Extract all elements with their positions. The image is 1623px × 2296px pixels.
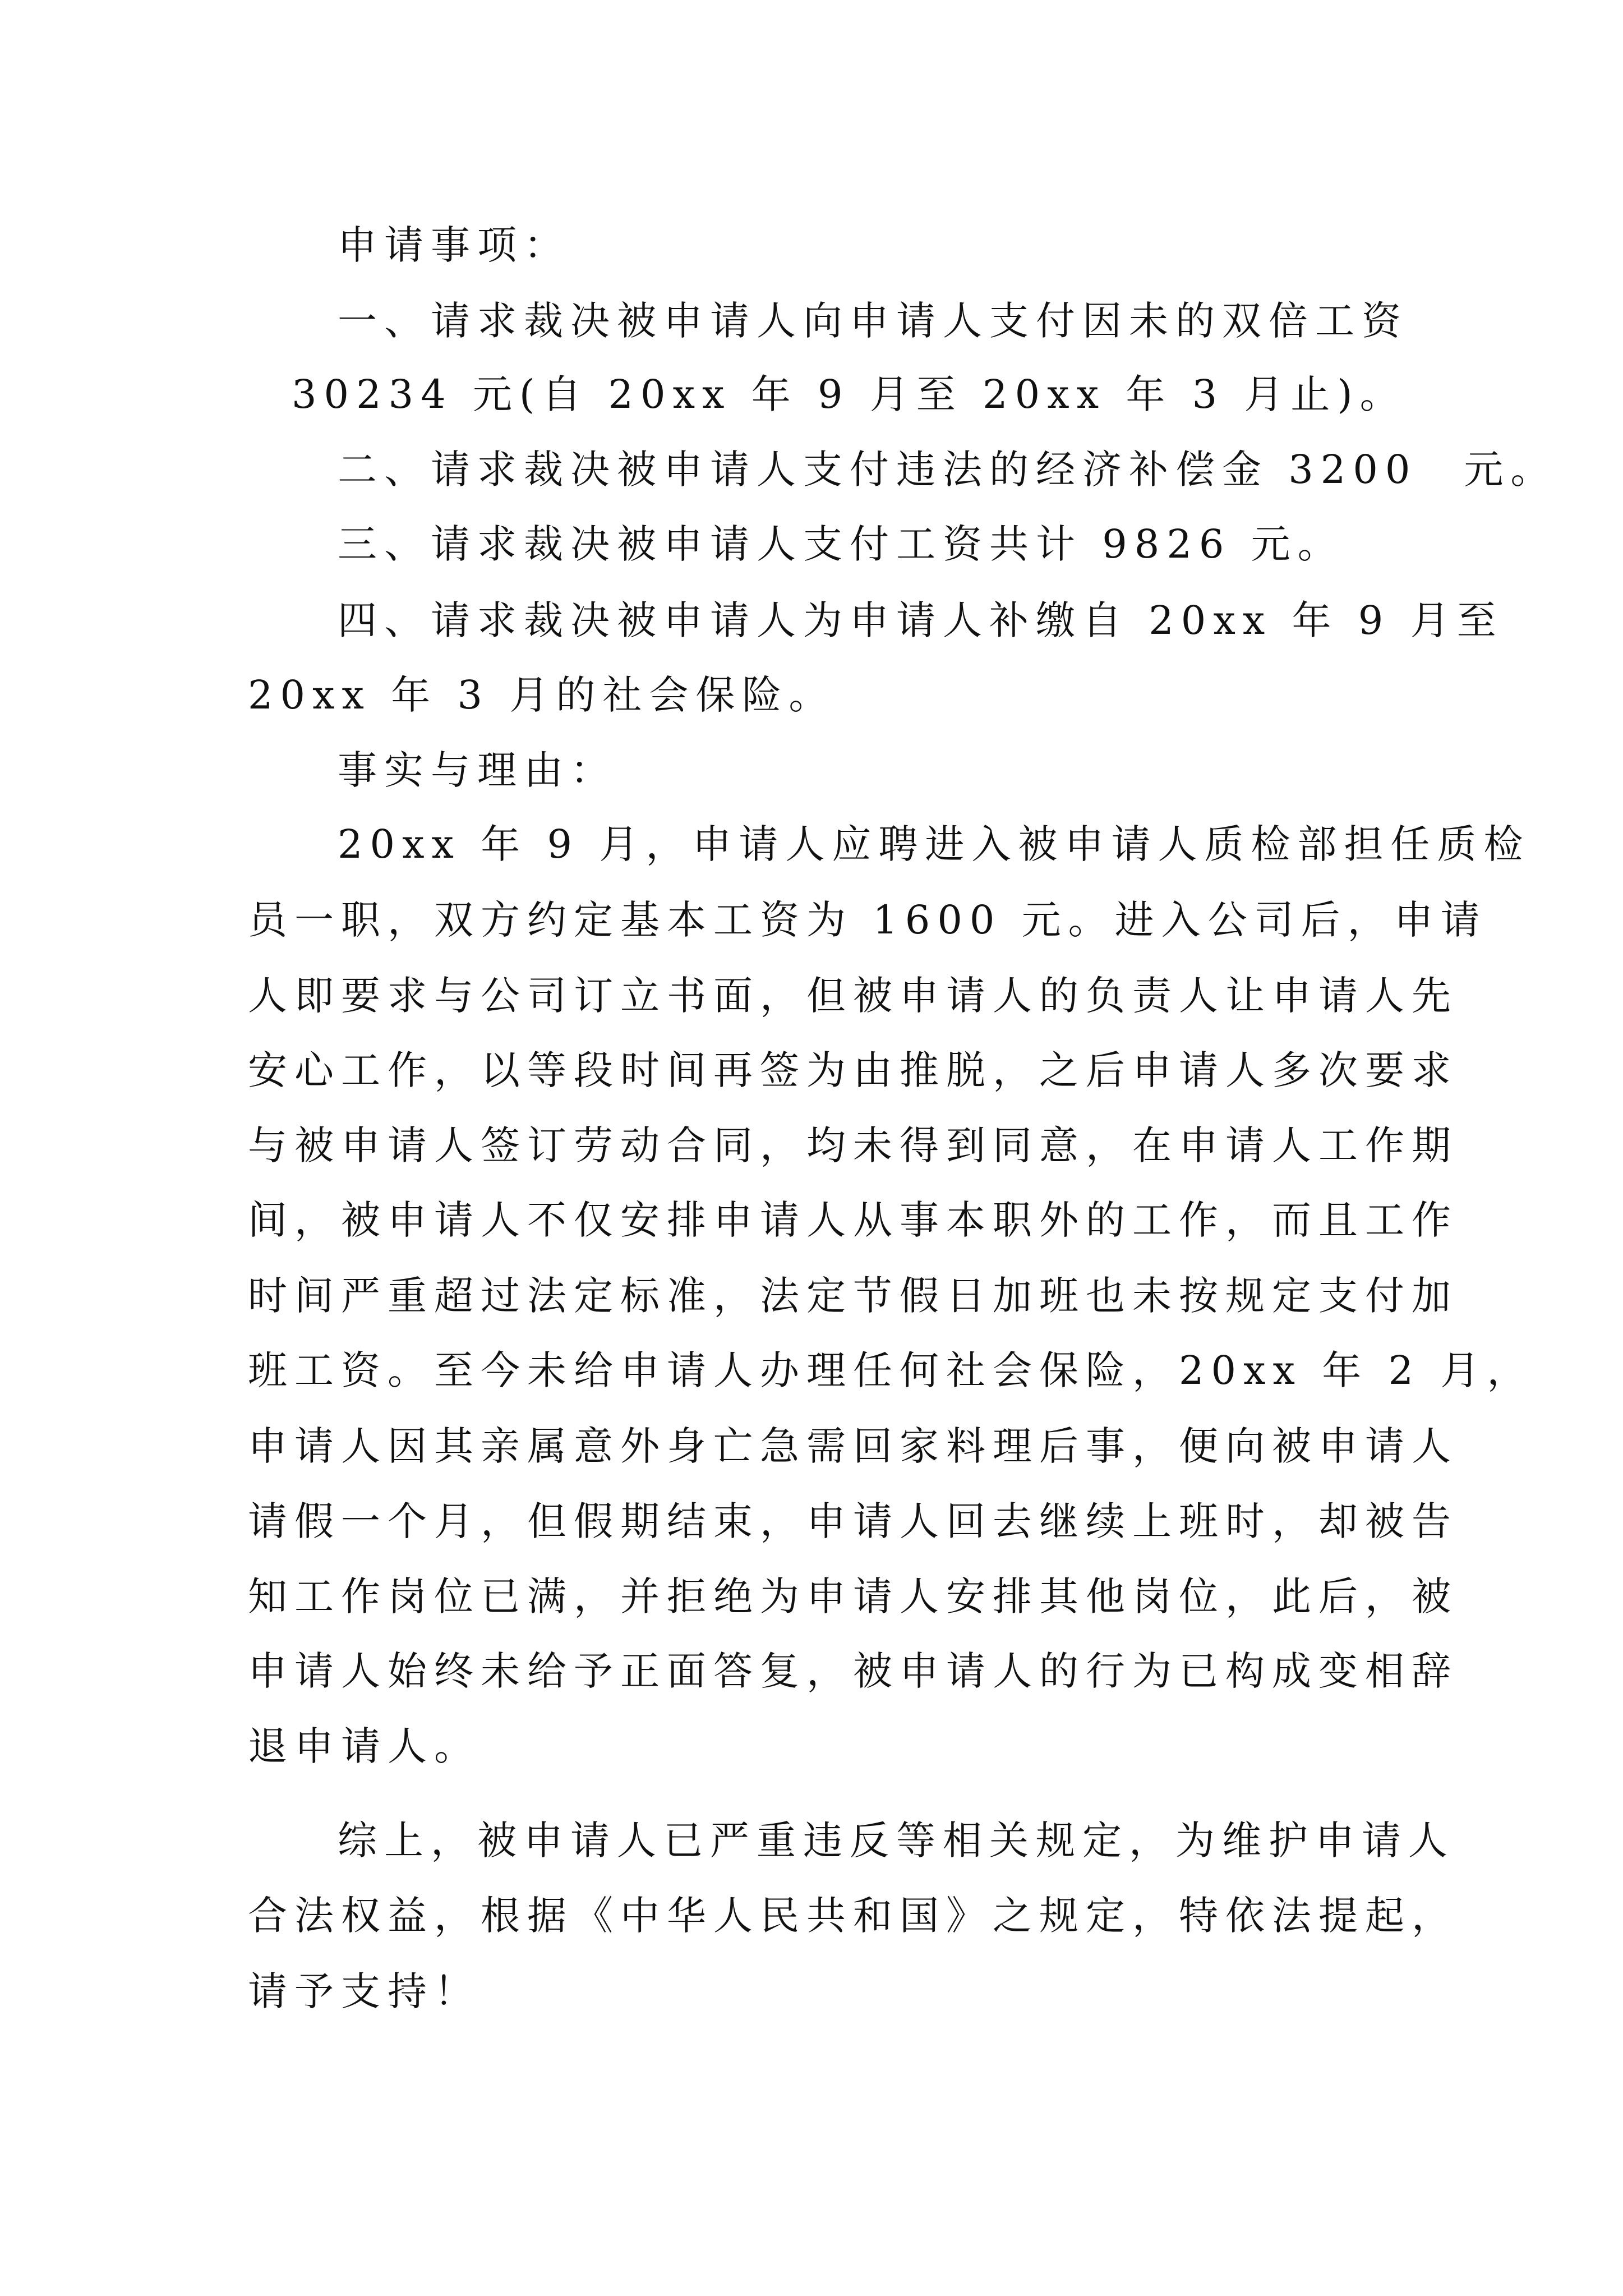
claim-2: 二、请求裁决被申请人支付违法的经济补偿金 3200 元。 xyxy=(338,447,1557,493)
facts-line: 申请人始终未给予正面答复，被申请人的行为已构成变相辞 xyxy=(248,1648,1458,1694)
conclusion-line: 综上，被申请人已严重违反等相关规定，为维护申请人 xyxy=(338,1818,1455,1864)
facts-line: 申请人因其亲属意外身亡急需回家料理后事，便向被申请人 xyxy=(248,1423,1458,1469)
facts-line: 请假一个月，但假期结束，申请人回去继续上班时，却被告 xyxy=(248,1498,1458,1544)
facts-line: 退申请人。 xyxy=(248,1723,481,1769)
facts-line: 班工资。至今未给申请人办理任何社会保险，20xx 年 2 月， xyxy=(248,1347,1534,1393)
facts-line: 与被申请人签订劳动合同，均未得到同意，在申请人工作期 xyxy=(248,1122,1458,1168)
facts-line: 知工作岗位已满，并拒绝为申请人安排其他岗位，此后，被 xyxy=(248,1573,1458,1619)
claim-4-line-2: 20xx 年 3 月的社会保险。 xyxy=(248,672,836,718)
claim-4-line-1: 四、请求裁决被申请人为申请人补缴自 20xx 年 9 月至 xyxy=(338,597,1504,643)
claim-1-line-2: 30234 元(自 20xx 年 9 月至 20xx 年 3 月止)。 xyxy=(292,371,1407,417)
facts-line: 间，被申请人不仅安排申请人从事本职外的工作，而且工作 xyxy=(248,1197,1458,1243)
facts-line: 20xx 年 9 月，申请人应聘进入被申请人质检部担任质检 xyxy=(338,821,1530,867)
claim-1-line-1: 一、请求裁决被申请人向申请人支付因未的双倍工资 xyxy=(338,298,1408,344)
facts-line: 安心工作，以等段时间再签为由推脱，之后申请人多次要求 xyxy=(248,1047,1458,1093)
facts-line: 人即要求与公司订立书面，但被申请人的负责人让申请人先 xyxy=(248,973,1458,1019)
claim-3: 三、请求裁决被申请人支付工资共计 9826 元。 xyxy=(338,521,1344,567)
section-heading-claims: 申请事项： xyxy=(338,222,570,268)
facts-line: 员一职，双方约定基本工资为 1600 元。进入公司后，申请 xyxy=(248,897,1487,943)
conclusion-line: 合法权益，根据《中华人民共和国》之规定，特依法提起， xyxy=(248,1893,1458,1939)
section-heading-facts: 事实与理由： xyxy=(338,747,617,793)
facts-line: 时间严重超过法定标准，法定节假日加班也未按规定支付加 xyxy=(248,1273,1458,1319)
conclusion-line: 请予支持！ xyxy=(248,1968,481,2014)
